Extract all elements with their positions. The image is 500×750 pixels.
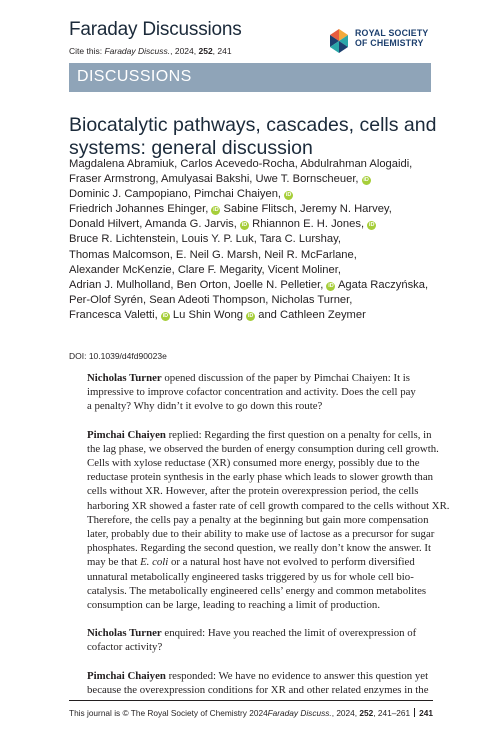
author-line: [69, 187, 439, 202]
author-names: Lu Shin Wong: [169, 308, 244, 321]
line-text: the lag phase, we observed the burden of energy consumption during cell growth.: [87, 442, 439, 455]
author-names: and Cathleen Zeymer: [255, 308, 366, 321]
orcid-icon[interactable]: iD: [213, 207, 219, 214]
author-names: Magdalena Abramiuk, Carlos Acevedo-Rocha, Abdulrahman Alogaidi,: [69, 158, 413, 170]
line-text: consumption can be large, leading to reaching a limit of production.: [87, 599, 381, 612]
author-names: Thomas Malcomson, E. Neil G. Marsh, Neil R. McFarlane,: [69, 248, 357, 261]
discussion-body: [87, 371, 450, 697]
line-text: harboring XR showed a faster rate of cell growth compared to the cells without XR.: [87, 499, 450, 512]
footer-journal: Faraday Discuss.: [267, 708, 332, 718]
author-names: Per-Olof Syrén, Sean Adeoti Thompson, Nicholas Turner,: [69, 293, 353, 306]
orcid-icon[interactable]: iD: [241, 222, 248, 229]
author-line: [69, 172, 439, 187]
text-line: [87, 555, 433, 569]
text-line: [87, 371, 433, 385]
line-text: Cells with xylose reductase (XR) consumed more energy, possibly due to the: [87, 457, 420, 470]
paragraph-gap: [87, 414, 433, 428]
cite-journal: Faraday Discuss.: [104, 46, 171, 56]
rsc-logo-line2: OF CHEMISTRY: [355, 38, 424, 48]
line-text: catalysis. The metabolically engineered cells’ energy and common metabolites: [87, 584, 427, 597]
paragraph-gap: [87, 612, 433, 626]
text-line: [87, 570, 433, 584]
footer-pages: , 241–261: [373, 708, 411, 718]
text-line: [87, 626, 433, 640]
orcid-icon[interactable]: iD: [247, 312, 254, 319]
text-line: [87, 513, 433, 527]
author-line: [69, 308, 439, 323]
line-text: later, probably due to their ability to make use of lactose as a precursor for sugar: [87, 528, 435, 541]
text-line: [87, 541, 433, 555]
footer-year: , 2024,: [331, 708, 360, 718]
text-line: [87, 442, 439, 456]
footer-separator: [414, 708, 415, 717]
text-line: [87, 598, 433, 612]
author-line: [69, 278, 439, 293]
author-names: Francesca Valetti,: [69, 308, 158, 321]
line-text: phosphates. Regarding the second question, we really don’t know the answer. It: [87, 542, 432, 555]
line-text: unnatural metabolically engineered tasks triggered by us for whole cell bio-: [87, 570, 414, 583]
cite-pages: , 241: [212, 46, 232, 56]
footer-citation: [258, 708, 433, 718]
citation-line: [69, 46, 232, 56]
text-line: [87, 484, 433, 498]
author-names: Adrian J. Mulholland, Ben Orton, Joelle N. Pelletier,: [69, 278, 324, 291]
orcid-icon[interactable]: iD: [162, 312, 169, 319]
doi: DOI: 10.1039/d4fd90023e: [69, 351, 167, 361]
footer-rule: [69, 700, 433, 701]
author-line: [69, 293, 439, 308]
speaker-name: Nicholas Turner: [87, 372, 162, 384]
text-line: [87, 683, 433, 697]
author-list: [69, 157, 439, 323]
text-line: [87, 669, 433, 683]
line-text: a penalty? Why didn’t it evolve to go down this route?: [87, 400, 323, 413]
author-names: Fraser Armstrong, Amulyasai Bakshi, Uwe T. Bornscheuer,: [69, 173, 359, 186]
author-names: Alexander McKenzie, Clare F. Megarity, Vicent Moliner,: [69, 263, 341, 276]
rsc-logo-icon: [326, 27, 352, 55]
article-title: [69, 114, 439, 160]
page-number: 241: [419, 708, 433, 718]
line-text: may be that E. coli or a natural host have not evolved to perform diversified: [87, 556, 415, 569]
author-line: [69, 232, 439, 247]
orcid-icon[interactable]: iD: [285, 192, 292, 199]
line-text: because the overexpression conditions for XR and other related enzymes in the: [87, 683, 429, 696]
author-names: Donald Hilvert, Amanda G. Jarvis,: [69, 218, 237, 231]
line-text: replied: Regarding the first question on a penalty for cells, in: [165, 428, 432, 441]
orcid-icon[interactable]: iD: [328, 282, 334, 289]
footer-volume: 252: [359, 708, 374, 718]
line-text: responded: We have no evidence to answer this question yet: [165, 669, 429, 682]
author-line: [69, 157, 439, 172]
italic-term: E. coli: [140, 556, 169, 569]
paragraph-gap: [87, 655, 433, 669]
author-line: [69, 263, 439, 278]
text-line: [87, 428, 433, 442]
line-text: enquired: Have you reached the limit of overexpression of: [161, 627, 417, 640]
section-banner-label: DISCUSSIONS: [77, 68, 192, 85]
text-line: [87, 640, 433, 654]
speaker-name: Pimchai Chaiyen: [87, 428, 166, 441]
orcid-icon[interactable]: iD: [368, 222, 375, 229]
author-names: Dominic J. Campopiano, Pimchai Chaiyen,: [69, 188, 282, 201]
discussion-paragraph: [87, 428, 450, 613]
journal-title: Faraday Discussions: [69, 19, 242, 40]
text-line: [87, 527, 433, 541]
discussion-paragraph: [87, 371, 433, 414]
line-text: impressive to improve cofactor concentration and activity. Does the cell pay: [87, 386, 416, 399]
line-text: Therefore, the cells pay a penalty at the beginning but gain more compensation: [87, 513, 429, 526]
author-names: Rhiannon E. H. Jones,: [249, 218, 365, 231]
speaker-name: Nicholas Turner: [87, 627, 162, 640]
author-line: [69, 202, 439, 217]
discussion-paragraph: [87, 626, 433, 654]
text-line: [87, 399, 433, 413]
article-title-line: systems: general discussion: [69, 137, 313, 159]
article-title-line: Biocatalytic pathways, cascades, cells and: [69, 114, 437, 136]
text-line: [87, 499, 450, 513]
author-names: Agata Raczyńska,: [335, 278, 429, 291]
rsc-logo: [326, 27, 436, 55]
cite-volume: 252: [198, 46, 213, 56]
footer-copyright: This journal is © The Royal Society of Chemistry 2024: [69, 708, 268, 718]
author-names: Sabine Flitsch, Jeremy N. Harvey,: [220, 203, 392, 216]
rsc-logo-line1: ROYAL SOCIETY: [355, 28, 429, 38]
text-line: [87, 385, 433, 399]
cite-label: Cite this:: [69, 46, 103, 56]
author-line: [69, 248, 439, 263]
section-banner: [69, 63, 431, 92]
line-text: cells without XR. However, after the protein overexpression period, the cells: [87, 485, 419, 498]
text-line: [87, 456, 433, 470]
line-text: cofactor activity?: [87, 641, 163, 654]
cite-year: , 2024,: [170, 46, 199, 56]
line-text: reductase protein synthesis in the early phase which leads to slower growth than: [87, 471, 434, 484]
orcid-icon[interactable]: iD: [363, 177, 369, 184]
text-line: [87, 584, 433, 598]
line-text: opened discussion of the paper by Pimchai Chaiyen: It is: [161, 372, 410, 384]
author-names: Bruce R. Lichtenstein, Louis Y. P. Luk, Tara C. Lurshay,: [69, 233, 341, 246]
author-line: [69, 217, 439, 232]
text-line: [87, 470, 433, 484]
rsc-logo-text: [355, 28, 428, 48]
speaker-name: Pimchai Chaiyen: [87, 669, 166, 682]
author-names: Friedrich Johannes Ehinger,: [69, 203, 209, 216]
discussion-paragraph: [87, 669, 433, 697]
